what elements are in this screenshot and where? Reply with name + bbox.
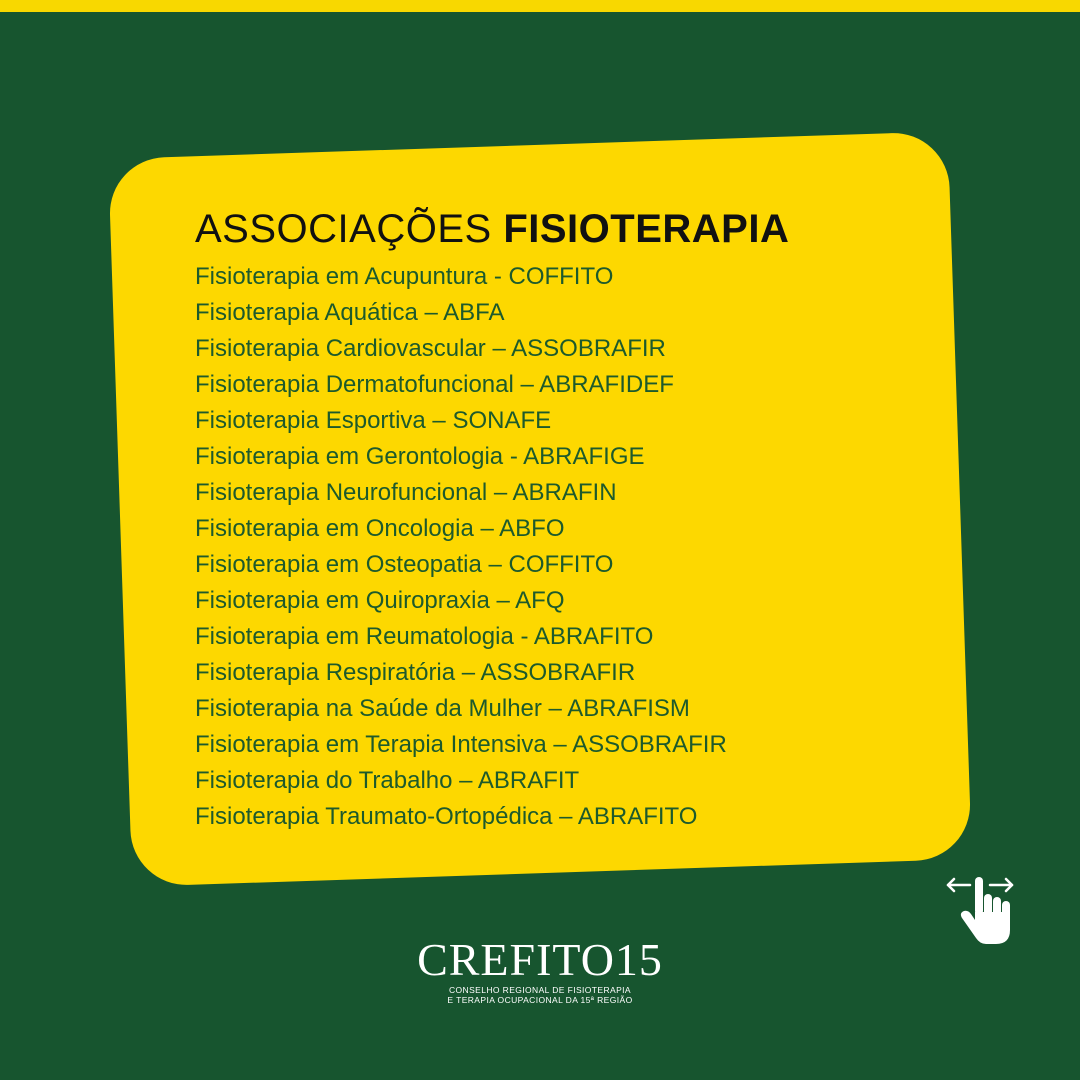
list-item: Fisioterapia Cardiovascular – ASSOBRAFIR: [195, 335, 666, 362]
list-item: Fisioterapia em Reumatologia - ABRAFITO: [195, 623, 654, 650]
list-item: Fisioterapia do Trabalho – ABRAFIT: [195, 767, 580, 794]
list-item: Fisioterapia Respiratória – ASSOBRAFIR: [195, 659, 636, 686]
title-bold: FISIOTERAPIA: [503, 207, 790, 251]
crefito-logo: [340, 935, 740, 1005]
list-item: Fisioterapia Dermatofuncional – ABRAFIDEF: [195, 371, 674, 398]
top-stripe: [0, 0, 1080, 12]
list-item: Fisioterapia Aquática – ABFA: [195, 299, 505, 326]
list-item: Fisioterapia Esportiva – SONAFE: [195, 407, 552, 434]
list-item: Fisioterapia Neurofuncional – ABRAFIN: [195, 479, 617, 506]
swipe-hand-icon[interactable]: [940, 872, 1020, 952]
title-light: ASSOCIAÇÕES: [195, 207, 504, 251]
association-list: [195, 259, 915, 835]
list-item: Fisioterapia em Osteopatia – COFFITO: [195, 551, 614, 578]
logo-subtitle-line2: E TERAPIA OCUPACIONAL DA 15ª REGIÃO: [447, 995, 633, 1005]
list-item: Fisioterapia em Terapia Intensiva – ASSOBRAFIR: [195, 731, 727, 758]
list-item: Fisioterapia em Quiropraxia – AFQ: [195, 587, 565, 614]
list-item: Fisioterapia em Oncologia – ABFO: [195, 515, 565, 542]
swipe-hand-icon-graphic: [940, 872, 1020, 952]
logo-name: CREFITO15: [417, 934, 663, 985]
card-title: [195, 203, 915, 255]
list-item: Fisioterapia Traumato-Ortopédica – ABRAFITO: [195, 803, 698, 830]
card-content: [195, 203, 915, 835]
list-item: Fisioterapia em Gerontologia - ABRAFIGE: [195, 443, 645, 470]
list-item: Fisioterapia na Saúde da Mulher – ABRAFISM: [195, 695, 690, 722]
logo-subtitle-line1: CONSELHO REGIONAL DE FISIOTERAPIA: [449, 985, 631, 995]
list-item: Fisioterapia em Acupuntura - COFFITO: [195, 263, 614, 290]
